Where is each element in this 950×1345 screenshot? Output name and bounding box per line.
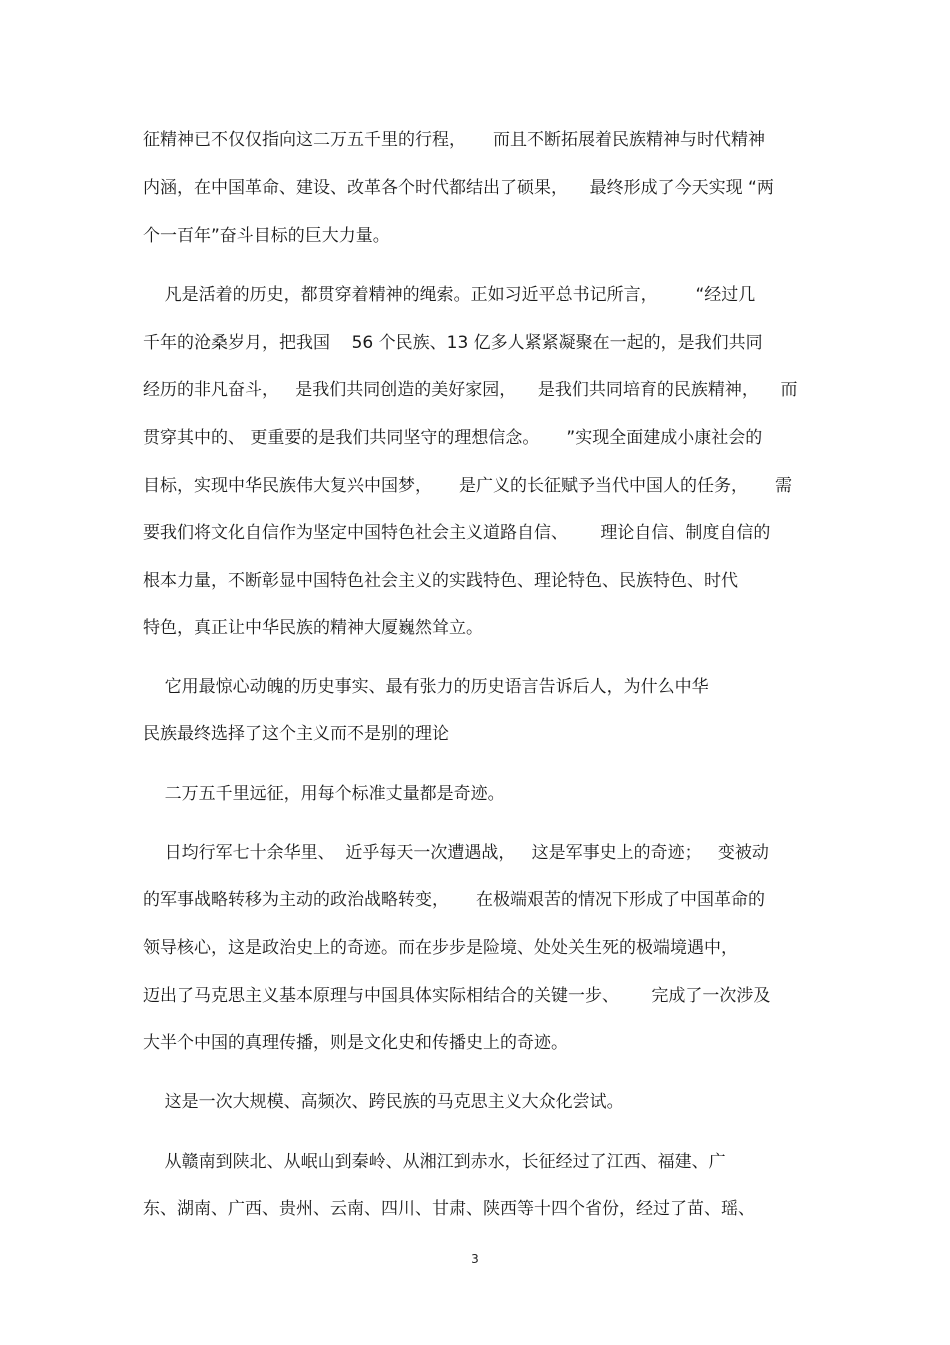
body-text-line: 目标，实现中华民族伟大复兴中国梦， 是广义的长征赋予当代中国人的任务， 需 <box>143 476 793 496</box>
body-text-line: 迈出了马克思主义基本原理与中国具体实际相结合的关键一步、 完成了一次涉及 <box>143 986 771 1006</box>
body-text-line: 东、湖南、广西、贵州、云南、四川、甘肃、陕西等十四个省份，经过了苗、瑶、 <box>143 1199 755 1219</box>
body-text-line: 从赣南到陕北、从岷山到秦岭、从湘江到赤水，长征经过了江西、福建、广 <box>143 1152 726 1172</box>
body-text-line: 这是一次大规模、高频次、跨民族的马克思主义大众化尝试。 <box>143 1092 624 1112</box>
body-text-line: 经历的非凡奋斗， 是我们共同创造的美好家园， 是我们共同培育的民族精神， 而 <box>143 380 798 400</box>
body-text-line: 大半个中国的真理传播，则是文化史和传播史上的奇迹。 <box>143 1033 568 1053</box>
body-text-line: 根本力量，不断彰显中国特色社会主义的实践特色、理论特色、民族特色、时代 <box>143 571 738 591</box>
body-text-line: 的军事战略转移为主动的政治战略转变， 在极端艰苦的情况下形成了中国革命的 <box>143 890 766 910</box>
page-number: 3 <box>471 1252 479 1266</box>
body-text-line: 民族最终选择了这个主义而不是别的理论 <box>143 724 449 744</box>
body-text-line: 二万五千里远征，用每个标准丈量都是奇迹。 <box>143 784 505 804</box>
body-text-line: 它用最惊心动魄的历史事实、最有张力的历史语言告诉后人，为什么中华 <box>143 677 709 697</box>
body-text-line: 千年的沧桑岁月，把我国 56 个民族、13 亿多人紧紧凝聚在一起的，是我们共同 <box>143 333 763 353</box>
body-text-line: 领导核心，这是政治史上的奇迹。而在步步是险境、处处关生死的极端境遇中， <box>143 938 738 958</box>
body-text-line: 日均行军七十余华里、 近乎每天一次遭遇战， 这是军事史上的奇迹； 变被动 <box>143 843 769 863</box>
body-text-line: 特色，真正让中华民族的精神大厦巍然耸立。 <box>143 618 483 638</box>
body-text-line: 贯穿其中的、 更重要的是我们共同坚守的理想信念。 ”实现全面建成小康社会的 <box>143 428 763 448</box>
body-text-line: 征精神已不仅仅指向这二万五千里的行程， 而且不断拓展着民族精神与时代精神 <box>143 130 766 150</box>
body-text-line: 要我们将文化自信作为坚定中国特色社会主义道路自信、 理论自信、制度自信的 <box>143 523 771 543</box>
body-text-line: 内涵，在中国革命、建设、改革各个时代都结出了硕果， 最终形成了今天实现 “两 <box>143 178 774 198</box>
body-text-line: 凡是活着的历史，都贯穿着精神的绳索。正如习近平总书记所言， “经过几 <box>143 285 756 305</box>
body-text-line: 个一百年”奋斗目标的巨大力量。 <box>143 226 390 246</box>
